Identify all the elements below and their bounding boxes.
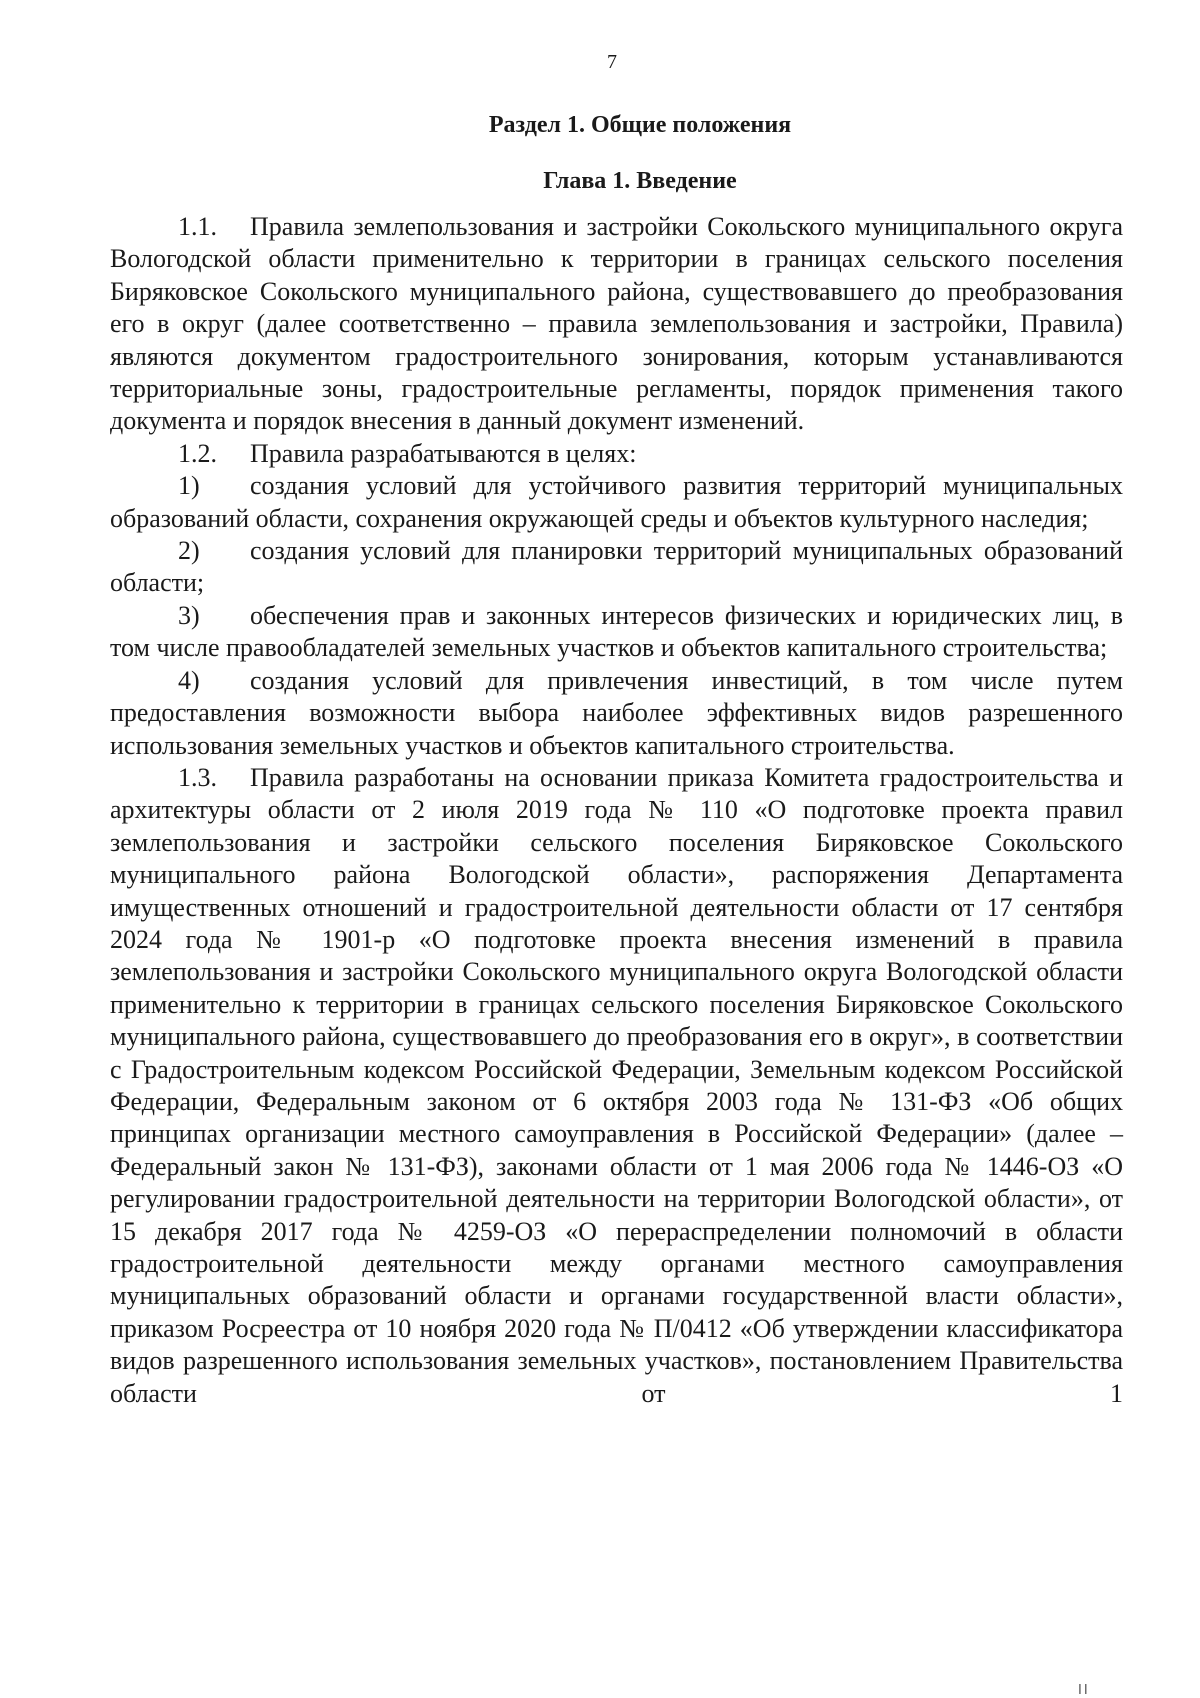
- list-item-text: создания условий для устойчивого развития территорий муниципальных образований области, сохранения окружающей среды и объектов культурного наследия;: [110, 471, 1123, 533]
- paragraph-1-2: [110, 438, 1123, 470]
- list-marker: 4): [178, 665, 200, 695]
- paragraph-marker: 1.1.: [178, 212, 217, 241]
- page-number: 7: [607, 51, 617, 73]
- document-body: [110, 211, 1123, 1410]
- paragraph-marker: 1.2.: [178, 438, 217, 468]
- section-title: Раздел 1. Общие положения: [488, 112, 792, 138]
- list-marker: 1): [178, 471, 200, 501]
- list-item-text: создания условий для привлечения инвестиций, в том числе путем предоставления возможности выбора наиболее эффективных видов разрешенного использования земельных участков и объектов капитального строительства.: [110, 665, 1123, 760]
- paragraph-1-1: [110, 211, 1123, 438]
- chapter-title: Глава 1. Введение: [543, 168, 737, 194]
- paragraph-text: Правила землепользования и застройки Сокольского муниципального округа Вологодской области применительно к территории в границах сельского поселения Биряковское Сокольского муниципального района, существовавшего до преобразования его в округ (далее соответственно – правила землепользования и застройки, Правила) являются документом градостроительного зонирования, которым устанавливаются территориальные зоны, градостроительные регламенты, порядок применения такого документа и порядок внесения в данный документ изменений.: [110, 212, 1123, 436]
- list-item-2: [110, 535, 1123, 600]
- scan-mark: II: [1078, 1683, 1090, 1698]
- paragraph-1-3: [110, 762, 1123, 1410]
- paragraph-text: Правила разрабатываются в целях:: [250, 438, 637, 468]
- list-item-1: [110, 470, 1123, 535]
- list-item-text: обеспечения прав и законных интересов физических и юридических лиц, в том числе правообладателей земельных участков и объектов капитального строительства;: [110, 600, 1123, 663]
- list-item-text: создания условий для планировки территорий муниципальных образований области;: [110, 536, 1123, 598]
- paragraph-marker: 1.3.: [178, 762, 217, 792]
- list-marker: 2): [178, 536, 200, 566]
- list-item-4: [110, 665, 1123, 762]
- list-item-3: [110, 600, 1123, 665]
- list-marker: 3): [178, 600, 200, 630]
- paragraph-text: Правила разработаны на основании приказа Комитета градостроительства и архитектуры области от 2 июля 2019 года № 110 «О подготовке проекта правил землепользования и застройки сельского поселения Биряковское Сокольского муниципального района Вологодской области», распоряжения Департамента имущественных отношений и градостроительной деятельности области от 17 сентября 2024 года № 1901-р «О подготовке проекта внесения изменений в правила землепользования и застройки Сокольского муниципального округа Вологодской области применительно к территории в границах сельского поселения Биряковское Сокольского муниципального района, существовавшего до преобразования его в округ», в соответствии с Градостроительным кодексом Российской Федерации, Земельным кодексом Российской Федерации, Федеральным законом от 6 октября 2003 года № 131-ФЗ «Об общих принципах организации местного самоуправления в Российской Федерации» (далее – Федеральный закон № 131-ФЗ), законами области от 1 мая 2006 года № 1446-ОЗ «О регулировании градостроительной деятельности на территории Вологодской области», от 15 декабря 2017 года № 4259-ОЗ «О перераспределении полномочий в области градостроительной деятельности между органами местного самоуправления муниципальных образований области и органами государственной власти области», приказом Росреестра от 10 ноября 2020 года № П/0412 «Об утверждении классификатора видов разрешенного использования земельных участков», постановлением Правительства области от 1: [110, 762, 1123, 1408]
